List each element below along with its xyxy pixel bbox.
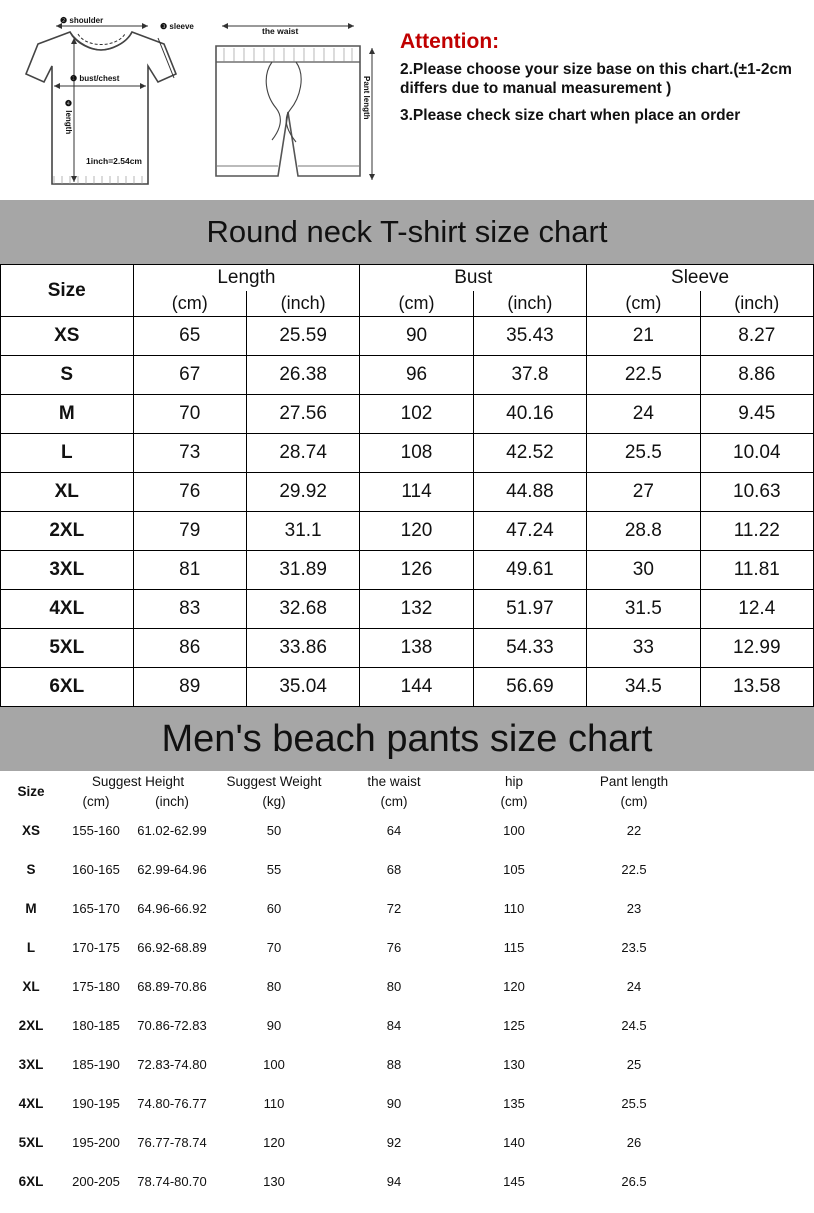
cell: 50 bbox=[266, 823, 282, 838]
table-row bbox=[0, 1006, 814, 1045]
cell: 35.43 bbox=[473, 317, 586, 356]
cell: 70 bbox=[266, 940, 282, 955]
cell: 12.4 bbox=[700, 590, 813, 629]
pants-unit-height-inch: (inch) bbox=[155, 793, 189, 809]
cell-spacer bbox=[694, 1045, 814, 1084]
cell: 25.5 bbox=[587, 434, 700, 473]
cell: 47.24 bbox=[473, 512, 586, 551]
pants-size: XS bbox=[21, 823, 40, 838]
cell: 12.99 bbox=[700, 629, 813, 668]
cell: 81 bbox=[133, 551, 246, 590]
cell: 9.45 bbox=[700, 395, 813, 434]
tshirt-size: S bbox=[1, 356, 134, 395]
pants-size: 2XL bbox=[18, 1018, 44, 1033]
cell-spacer bbox=[694, 850, 814, 889]
shoulder-label: ❷ shoulder bbox=[60, 16, 104, 25]
cell: 51.97 bbox=[473, 590, 586, 629]
cell: 64.96-66.92 bbox=[137, 901, 207, 916]
cell: 61.02-62.99 bbox=[137, 823, 207, 838]
table-row bbox=[0, 811, 814, 850]
cell: 170-175 bbox=[72, 940, 120, 955]
cell: 132 bbox=[360, 590, 473, 629]
table-row bbox=[1, 317, 814, 356]
cell: 31.1 bbox=[246, 512, 359, 551]
cell: 29.92 bbox=[246, 473, 359, 512]
cell: 65 bbox=[133, 317, 246, 356]
tshirt-size: M bbox=[1, 395, 134, 434]
cell: 11.81 bbox=[700, 551, 813, 590]
diagram-section bbox=[0, 0, 814, 200]
cell: 100 bbox=[503, 823, 525, 838]
tshirt-measurement-diagram bbox=[8, 4, 198, 196]
cell: 26.38 bbox=[246, 356, 359, 395]
cell: 126 bbox=[360, 551, 473, 590]
cell: 26 bbox=[626, 1135, 642, 1150]
cell: 23 bbox=[626, 901, 642, 916]
cell: 120 bbox=[263, 1135, 285, 1150]
table-row bbox=[1, 551, 814, 590]
waist-label: the waist bbox=[262, 26, 299, 36]
cell: 89 bbox=[133, 668, 246, 707]
pants-unit-length-cm: (cm) bbox=[620, 793, 648, 809]
cell: 190-195 bbox=[72, 1096, 120, 1111]
cell: 72.83-74.80 bbox=[137, 1057, 207, 1072]
cell: 21 bbox=[587, 317, 700, 356]
attention-line-2: 3.Please check size chart when place an order bbox=[400, 106, 741, 124]
cell: 125 bbox=[503, 1018, 525, 1033]
tshirt-size-table bbox=[0, 264, 814, 707]
attention-notice bbox=[400, 30, 808, 132]
cell: 70.86-72.83 bbox=[137, 1018, 207, 1033]
table-row bbox=[0, 928, 814, 967]
pants-unit-weight-kg: (kg) bbox=[262, 793, 286, 809]
pants-size: 6XL bbox=[18, 1174, 44, 1189]
cell: 96 bbox=[360, 356, 473, 395]
cell: 56.69 bbox=[473, 668, 586, 707]
cell: 76.77-78.74 bbox=[137, 1135, 207, 1150]
cell: 83 bbox=[133, 590, 246, 629]
cell: 37.8 bbox=[473, 356, 586, 395]
pants-size: L bbox=[26, 940, 36, 955]
pants-unit-hip-cm: (cm) bbox=[500, 793, 528, 809]
cell: 8.86 bbox=[700, 356, 813, 395]
cell: 110 bbox=[503, 901, 525, 916]
cell: 76 bbox=[386, 940, 402, 955]
cell: 27 bbox=[587, 473, 700, 512]
tshirt-chart-title: Round neck T-shirt size chart bbox=[0, 200, 814, 264]
pants-unit-height-cm: (cm) bbox=[82, 793, 110, 809]
cell: 180-185 bbox=[72, 1018, 120, 1033]
cell: 28.8 bbox=[587, 512, 700, 551]
tshirt-size: 2XL bbox=[1, 512, 134, 551]
cell: 23.5 bbox=[621, 940, 647, 955]
cell: 10.63 bbox=[700, 473, 813, 512]
pants-measurement-diagram bbox=[200, 4, 390, 196]
pants-unit-spacer bbox=[694, 791, 814, 811]
cell: 90 bbox=[266, 1018, 282, 1033]
table-row bbox=[0, 1045, 814, 1084]
cell: 100 bbox=[263, 1057, 285, 1072]
cell: 13.58 bbox=[700, 668, 813, 707]
table-row bbox=[1, 434, 814, 473]
table-row bbox=[1, 395, 814, 434]
tshirt-unit-length-cm: (cm) bbox=[133, 291, 246, 317]
tshirt-unit-bust-inch: (inch) bbox=[473, 291, 586, 317]
cell: 60 bbox=[266, 901, 282, 916]
cell: 55 bbox=[266, 862, 282, 877]
cell-spacer bbox=[694, 1162, 814, 1201]
tshirt-unit-bust-cm: (cm) bbox=[360, 291, 473, 317]
cell: 30 bbox=[587, 551, 700, 590]
cell: 64 bbox=[386, 823, 402, 838]
tshirt-header-sleeve: Sleeve bbox=[587, 265, 814, 291]
tshirt-size: 6XL bbox=[1, 668, 134, 707]
pants-size: S bbox=[26, 862, 36, 877]
cell: 86 bbox=[133, 629, 246, 668]
pants-unit-waist-cm: (cm) bbox=[380, 793, 408, 809]
cell: 66.92-68.89 bbox=[137, 940, 207, 955]
cell: 49.61 bbox=[473, 551, 586, 590]
cell: 22.5 bbox=[587, 356, 700, 395]
cell: 68 bbox=[386, 862, 402, 877]
cell: 108 bbox=[360, 434, 473, 473]
cell: 26.5 bbox=[621, 1174, 647, 1189]
inch-conversion-label: 1inch=2.54cm bbox=[86, 156, 142, 166]
cell: 40.16 bbox=[473, 395, 586, 434]
cell: 33.86 bbox=[246, 629, 359, 668]
cell: 31.89 bbox=[246, 551, 359, 590]
cell: 33 bbox=[587, 629, 700, 668]
cell-spacer bbox=[694, 1123, 814, 1162]
cell: 140 bbox=[503, 1135, 525, 1150]
attention-title: Attention: bbox=[400, 30, 500, 53]
tshirt-unit-length-inch: (inch) bbox=[246, 291, 359, 317]
tshirt-size: XL bbox=[1, 473, 134, 512]
cell: 24 bbox=[587, 395, 700, 434]
cell: 31.5 bbox=[587, 590, 700, 629]
pants-size: 4XL bbox=[18, 1096, 44, 1111]
cell: 144 bbox=[360, 668, 473, 707]
cell: 130 bbox=[263, 1174, 285, 1189]
cell: 94 bbox=[386, 1174, 402, 1189]
pant-length-label: Pant length bbox=[362, 76, 371, 120]
cell: 62.99-64.96 bbox=[137, 862, 207, 877]
cell: 25.5 bbox=[621, 1096, 647, 1111]
cell: 185-190 bbox=[72, 1057, 120, 1072]
pants-size: XL bbox=[22, 979, 40, 994]
tshirt-unit-sleeve-cm: (cm) bbox=[587, 291, 700, 317]
cell: 73 bbox=[133, 434, 246, 473]
cell: 84 bbox=[386, 1018, 402, 1033]
cell: 80 bbox=[266, 979, 282, 994]
pants-size: 3XL bbox=[18, 1057, 44, 1072]
cell: 42.52 bbox=[473, 434, 586, 473]
cell: 160-165 bbox=[72, 862, 120, 877]
cell: 165-170 bbox=[72, 901, 120, 916]
cell: 195-200 bbox=[72, 1135, 120, 1150]
cell: 90 bbox=[360, 317, 473, 356]
pants-header-hip: hip bbox=[504, 773, 523, 789]
cell: 135 bbox=[503, 1096, 525, 1111]
bust-label: ❶ bust/chest bbox=[70, 74, 120, 83]
length-label: ❹ length bbox=[64, 99, 73, 135]
sleeve-label: ❸ sleeve bbox=[160, 22, 194, 31]
cell: 35.04 bbox=[246, 668, 359, 707]
pants-header-spacer bbox=[694, 771, 814, 791]
cell: 28.74 bbox=[246, 434, 359, 473]
cell-spacer bbox=[694, 928, 814, 967]
table-row bbox=[0, 967, 814, 1006]
tshirt-header-bust: Bust bbox=[360, 265, 587, 291]
cell: 22 bbox=[626, 823, 642, 838]
tshirt-size: 5XL bbox=[1, 629, 134, 668]
cell: 10.04 bbox=[700, 434, 813, 473]
cell: 54.33 bbox=[473, 629, 586, 668]
tshirt-header-size: Size bbox=[1, 265, 134, 317]
tshirt-size: 4XL bbox=[1, 590, 134, 629]
cell: 22.5 bbox=[621, 862, 647, 877]
cell: 24.5 bbox=[621, 1018, 647, 1033]
cell: 76 bbox=[133, 473, 246, 512]
table-row bbox=[1, 356, 814, 395]
cell: 70 bbox=[133, 395, 246, 434]
cell: 155-160 bbox=[72, 823, 120, 838]
table-row bbox=[0, 1123, 814, 1162]
table-row bbox=[1, 590, 814, 629]
cell: 120 bbox=[503, 979, 525, 994]
cell-spacer bbox=[694, 811, 814, 850]
cell: 8.27 bbox=[700, 317, 813, 356]
pants-header-pant-length: Pant length bbox=[599, 773, 669, 789]
cell: 102 bbox=[360, 395, 473, 434]
table-row bbox=[1, 629, 814, 668]
cell: 27.56 bbox=[246, 395, 359, 434]
attention-line-1: 2.Please choose your size base on this chart.(±1-2cm differs due to manual measurement ) bbox=[400, 61, 792, 98]
pants-size: M bbox=[25, 901, 37, 916]
cell: 80 bbox=[386, 979, 402, 994]
cell-spacer bbox=[694, 889, 814, 928]
pants-size: 5XL bbox=[18, 1135, 44, 1150]
tshirt-header-length: Length bbox=[133, 265, 360, 291]
cell: 175-180 bbox=[72, 979, 120, 994]
cell: 138 bbox=[360, 629, 473, 668]
cell: 130 bbox=[503, 1057, 525, 1072]
tshirt-size: L bbox=[1, 434, 134, 473]
cell: 67 bbox=[133, 356, 246, 395]
cell: 74.80-76.77 bbox=[137, 1096, 207, 1111]
cell: 110 bbox=[263, 1096, 285, 1111]
cell: 88 bbox=[386, 1057, 402, 1072]
cell: 92 bbox=[386, 1135, 402, 1150]
cell-spacer bbox=[694, 967, 814, 1006]
cell-spacer bbox=[694, 1006, 814, 1045]
cell: 34.5 bbox=[587, 668, 700, 707]
table-row bbox=[1, 668, 814, 707]
cell: 79 bbox=[133, 512, 246, 551]
cell: 72 bbox=[386, 901, 402, 916]
cell: 120 bbox=[360, 512, 473, 551]
pants-header-waist: the waist bbox=[367, 773, 421, 789]
cell: 145 bbox=[503, 1174, 525, 1189]
cell: 115 bbox=[503, 940, 525, 955]
table-row bbox=[1, 512, 814, 551]
tshirt-size: 3XL bbox=[1, 551, 134, 590]
cell-spacer bbox=[694, 1084, 814, 1123]
tshirt-size: XS bbox=[1, 317, 134, 356]
cell: 32.68 bbox=[246, 590, 359, 629]
cell: 68.89-70.86 bbox=[137, 979, 207, 994]
cell: 114 bbox=[360, 473, 473, 512]
cell: 11.22 bbox=[700, 512, 813, 551]
pants-header-size: Size bbox=[17, 783, 45, 799]
cell: 78.74-80.70 bbox=[137, 1174, 207, 1189]
cell: 25 bbox=[626, 1057, 642, 1072]
cell: 105 bbox=[503, 862, 525, 877]
pants-size-table bbox=[0, 771, 814, 1201]
table-row bbox=[1, 473, 814, 512]
tshirt-unit-sleeve-inch: (inch) bbox=[700, 291, 813, 317]
table-row bbox=[0, 1084, 814, 1123]
table-row bbox=[0, 889, 814, 928]
cell: 24 bbox=[626, 979, 642, 994]
cell: 200-205 bbox=[72, 1174, 120, 1189]
table-row bbox=[0, 1162, 814, 1201]
cell: 25.59 bbox=[246, 317, 359, 356]
cell: 90 bbox=[386, 1096, 402, 1111]
pants-header-suggest-height: Suggest Height bbox=[91, 773, 185, 789]
pants-chart-title: Men's beach pants size chart bbox=[0, 707, 814, 771]
table-row bbox=[0, 850, 814, 889]
cell: 44.88 bbox=[473, 473, 586, 512]
pants-header-suggest-weight: Suggest Weight bbox=[226, 773, 322, 789]
